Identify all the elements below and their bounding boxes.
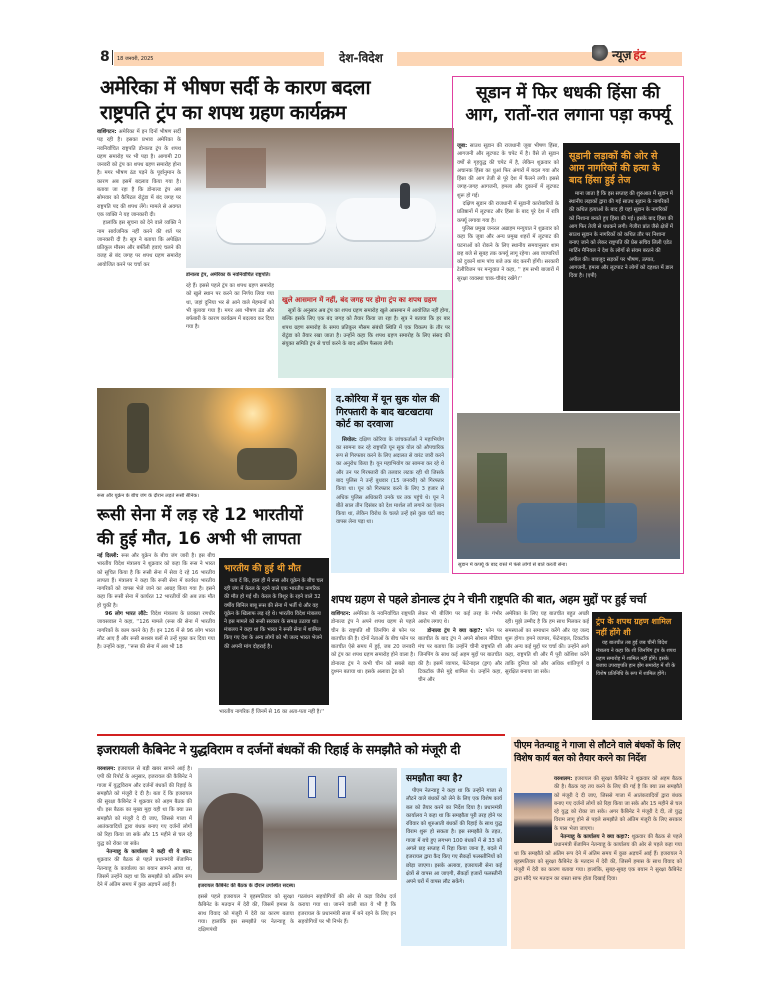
- sudan-headline: [456, 82, 680, 126]
- headline-line: राष्ट्रपति ट्रंप का शपथ ग्रहण कार्यक्रम: [100, 101, 346, 124]
- headline-line: सूडान में फिर धधकी हिंसा की: [476, 83, 660, 103]
- sidebar-title: ट्रंप के शपथ ग्रहण शामिल नहीं होंगे शी: [596, 617, 672, 637]
- sidebar-text: सूत्रों के अनुसार अब ट्रंप का शपथ ग्रहण समारोह खुले आसमान में आयोजित नहीं होगा, बल्कि इसके लिए एक बंद जगह को तैयार किया जा रहा है। सूत्र ने बताया कि हर बार शपथ ग्रहण समारोह के समय प्रतिकूल मौसम संबंधी स्थिति में एक विकल्प के तौर पर रोटुंडा को तैयार रखा जाता है। उन्होंने कहा कि शपथ ग्रहण समारोह के लिए संसद की संयुक्त समिति ट्रंप से चर्चा करने के बाद अंतिम फैसला लेगी।: [282, 308, 450, 348]
- israel-col3: गठबंधन सहयोगियों की ओर से कड़ा विरोध दर्ज कराया गया था। जानने वाली बात ये भी है कि इजरायल के प्रधानमंत्री सत्ता में बने रहने के लिए इन सहयोगियों पर भी निर्भर हैं।: [298, 894, 396, 925]
- dateline: वाशिंगटन:: [97, 129, 117, 135]
- section-title: देश-विदेश: [339, 51, 383, 65]
- israel-headline: इजरायली कैबिनेट ने युद्धविराम व दर्जनों बंधकों की रिहाई के समझौते को मंजूरी दी: [97, 743, 461, 758]
- cabinet-meeting-photo: [198, 768, 397, 880]
- dateline: वाशिंगटन:: [331, 611, 351, 617]
- sidebar-title: भारतीय की हुई थी मौत: [224, 564, 301, 574]
- sidebar-title: सूडानी लड़ाकों की ओर से आम नागरिकों की हत्या के बाद हिंसा हुई तेज: [569, 151, 660, 186]
- page-number: 8: [100, 49, 110, 65]
- dateline: सियोल:: [342, 436, 357, 443]
- winter-headline: [100, 75, 450, 125]
- paragraph: दक्षिण कोरिया के जांचकर्ताओं ने महाभियोग का सामना कर रहे राष्ट्रपति यून सुक योल को औपचारिक रूप से गिरफ्तार करने के लिए अदालत से वारंट जारी करने का अनुरोध किया है। यून महाभियोग का सामना कर रहे थे और उन पर गिरफ्तारी की तलवार लटक रही थी जिसके बाद पुलिस ने उन्हें बुधवार (15 जनवरी) को गिरफ्तार किया था। यून को गिरफ्तार करने के लिए 3 हजार से अधिक पुलिस अधिकारी उनके घर तक पहुंचे थे। यून ने बीते साल तीन दिसंबर को देश मार्शल लॉ लगाने का ऐलान किया था, लेकिन विरोध के चलते उन्हें इसे कुछ घंटों बाद वापस लेना पड़ा था।: [336, 436, 444, 526]
- masthead: [97, 48, 682, 66]
- paragraph: विदेश मंत्रालय के प्रवक्ता रणधीर जायसवाल ने कहा, ''126 मामले (रूस की सेना में भारतीय नागरिकों के काम करने के) हैं। इन 126 में से 96 लोग भारत लौट आए हैं और रूसी सशस्त्र बलों से उन्हें मुक्त कर दिया गया है। उन्होंने कहा, ''रूस की सेना में अब भी 18: [97, 611, 215, 651]
- paragraph: साउथ सूडान की राजधानी जूबा भीषण हिंसा, आगजनी और लूटपाट के चपेट में है। वैसे तो सूडान वर्षों से गृहयुद्ध की चपेट में है, लेकिन शुक्रवार को अचानक हिंसा का धुआं फिर अंगारों में बदल गया और हिंसा की आग तेजी से पूरे देश में फैलने लगी। इससे जगह-जगह आगजनी, हमला और दुकानों में लूटपाट शुरू हो गई।: [457, 143, 559, 199]
- dateline: जूबा:: [457, 143, 468, 149]
- paragraph: रूस और यूक्रेन के बीच जंग जारी है। इस बीच भारतीय विदेश मंत्रालय ने शुक्रवार को कहा कि रूस ने भारत को सूचित किया है कि रूसी सेना में सेवा दे रहे 16 भारतीय लापता हैं। मंत्रालय ने कहा कि रूसी सेना में कार्यरत भारतीय नागरिकों को वापस भेजे जाने का आग्रह किया गया है। इसने कहा कि रूसी सेना में कार्यरत 12 भारतीयों की अब तक मौत हो चुकी है।: [97, 553, 215, 609]
- paragraph: हालांकि इस सूचना को देने वाले व्यक्ति ने नाम सार्वजनिक नहीं करने की शर्त पर जानकारी दी है। सूत्र ने बताया कि अपेक्षित प्रतिकूल मौसम और बर्फीली हवाएं चलने की वजह से बंद जगह पर शपथ ग्रहण समारोह आयोजित करने पर चर्चा कर: [97, 220, 181, 268]
- sidebar-title: खुले आसमान में नहीं, बंद जगह पर होगा ट्रंप का शपथ ग्रहण: [282, 296, 437, 304]
- paragraph: इजरायल की सुरक्षा कैबिनेट ने शुक्रवार को अहम बैठक की है। बैठक यह तय करने के लिए की गई है कि क्या उस समझौते को मंजूरी दे दी जाए, जिससे गाजा में आतंकवादियों द्वारा बंधक बनाए गए दर्जनों लोगों को रिहा किया जा सके और 15 महीने से चल रहे युद्ध को रोका जा सके। अगर कैबिनेट ने मंजूरी दे दी, तो युद्ध विराम लागू होने से पहले समझौते को अंतिम मंजूरी के लिए सरकार के पास भेजा जाएगा।: [554, 776, 682, 832]
- issue-date: 18 जनवरी, 2025: [117, 56, 154, 62]
- sudan-sidebar-box: [563, 143, 680, 411]
- dateline: यरुशलम:: [97, 766, 116, 772]
- cabinet-photo-caption: इजरायल कैबिनेट की बैठक के दौरान उपस्थित सदस्य।: [198, 883, 296, 889]
- headline-line: अमेरिका में भीषण सर्दी के कारण बदला: [100, 76, 371, 99]
- winter-col2: रहे हैं। इससे पहले ट्रंप का शपथ ग्रहण समारोह को खुले स्थान पर करने का निर्णय लिया गया था, जहां दुनिया भर से आने वाले मेहमानों को भी बुलाया गया है। मगर अब भीषण ठंड और बर्फबारी के कारण कार्यक्रम में बदलाव कर दिया गया है।: [186, 283, 274, 331]
- winter-photo-caption: डोनाल्ड ट्रंप, अमेरिका के नवनिर्वाचित राष्ट्रपति।: [186, 272, 271, 278]
- netanyahu-body: [514, 775, 682, 945]
- subheading: नेतन्याहू के कार्यालय ने क्या कहा?:: [560, 834, 630, 841]
- date-band: [114, 52, 324, 66]
- paragraph: फोन पर बातचीत के बाद ट्रंप ने अपने सोशल मीडिया मंच पर बताया कि उन्होंने चीनी राष्ट्रपति शी जिनपिंग के साथ कई अहम मुद्दों पर बातचीत की है। इसमें व्यापार, फेंटेनाइल (ड्रग) और टिकटॉक जैसे मुद्दे शामिल थे। उन्होंने कहा, चीन और: [418, 627, 502, 684]
- korea-body: [336, 436, 444, 527]
- sidebar-text: बता दें कि, हाल ही में रूस और यूक्रेन के बीच चल रही जंग में केरल के रहने वाले एक भारतीय नागरिक की मौत हो गई थी। केरल के त्रिशूर के रहने वाले 32 वर्षीय बिनिल बाबू रूस की सेना में भर्ती थे और वह यूक्रेन के खिलाफ लड़ रहे थे। भारतीय विदेश मंत्रालय ने इस मामले को रूसी सरकार के समक्ष उठाया था। मंत्रालय ने कहा था कि भारत ने रूसी सेना में शामिल किए गए देश के अन्य लोगों को भी जल्द भारत भेजने की अपनी मांग दोहराई है।: [224, 578, 324, 650]
- paragraph: अमेरिका के नवनिर्वाचित राष्ट्रपति डोनाल्ड ट्रंप ने अपने शपथ ग्रहण से पहले चीन के राष्ट्रपति शी जिनपिंग से फोन पर बातचीत की है। दोनों नेताओं के बीच फोन पर बातचीत ऐसे समय में हुई, जब 20 जनवरी को ट्रंप का शपथ ग्रहण समारोह होने वाला है। डोनाल्ड ट्रंप ने कभी चीन को सबसे बड़ा दुश्मन बताया था। इसके अलावा ट्रेड को: [331, 611, 415, 676]
- sudan-street-photo: [457, 413, 680, 559]
- sudan-photo-caption: सूडान में कर्फ्यू के बाद रास्ते में फंसे लोगों से बातें करती सेना।: [458, 562, 568, 568]
- russia-headline: [97, 503, 329, 551]
- israel-col2: इससे पहले इजरायल ने बृहस्पतिवार को सुरक्षा कैबिनेट के मतदान में देरी की, जिसमें हमास के साथ विवाद को मंजूरी में देरी का कारण बताया गया। हालांकि इस समझौते पर नेतन्याहू के दक्षिणपंथी: [198, 894, 294, 934]
- brand-logo: [592, 42, 646, 66]
- winter-sidebar-box: [278, 290, 454, 378]
- korea-headline: द.कोरिया में यून सुक योल की गिरफ्तारी के बाद खटखटाया कोर्ट का दरवाजा: [336, 394, 440, 430]
- subheading: 96 लोग भारत लौटे:: [104, 611, 148, 618]
- paragraph: पुलिस प्रमुख जनरल अब्राहम मन्युयात ने शुक्रवार को कहा कि जूबा और अन्य प्रमुख शहरों में लूटपाट की घटनाओं को रोकने के लिए स्थानीय समयानुसार शाम छह बजे से सुबह तक कर्फ्यू लागू रहेगा। अब व्यापारियों को दुकानें शाम पांच बजे तक बंद करनी होंगी। सरकारी टेलीविजन पर मन्युयात ने कहा, '' हम सभी बाजारों में सुरक्षा व्यवस्था चाक-चौबंद रखेंगे।'': [457, 225, 559, 282]
- russia-body: [97, 552, 215, 742]
- paragraph: शुक्रवार की बैठक से पहले प्रधानमंत्री बेंजामिन नेतन्याहू के कार्यालय का बयान सामने आया था, जिसमें उन्होंने कहा था कि समझौते को अंतिम रूप देने में अंतिम समय में कुछ अड़चनें आई हैं।: [97, 857, 192, 889]
- china-col2: [418, 610, 502, 718]
- section-divider: [97, 734, 505, 736]
- paragraph: इजरायल से बड़ी खबर सामने आई है। एपी की रिपोर्ट के अनुसार, इजरायल की कैबिनेट ने गाजा में युद्धविराम और दर्जनों बंधकों की रिहाई के समझौते को मंजूरी दे दी है। बता दें कि इजरायल की सुरक्षा कैबिनेट ने शुक्रवार को अहम बैठक की थी। इस बैठक का मुख्य मुद्दा यही था कि क्या उस समझौते को मंजूरी दे दी जाए, जिससे गाजा में आतंकवादियों द्वारा बंधक बनाए गए दर्जनों लोगों को रिहा किया जा सके और 15 महीने से चल रहे युद्ध को रोका जा सके।: [97, 766, 192, 847]
- brand-name-part1: न्यूज़: [612, 47, 632, 62]
- dateline: नई दिल्ली:: [97, 553, 119, 559]
- paragraph: दक्षिण सूडान की राजधानी में सूडानी कारोबारियों के प्रतिष्ठानों में लूटपाट और हिंसा के बाद पूरे देश में रात्रि कर्फ्यू लगाया गया है।: [457, 201, 559, 224]
- netanyahu-headline: पीएम नेतन्याहू ने गाजा से लौटने वाले बंधकों के लिए विशेष कार्य बल को तैयार करने का निर्देश: [514, 740, 681, 764]
- headline-line: की हुई मौत, 16 अभी भी लापता: [97, 529, 301, 548]
- russia-photo-caption: रूस और यूक्रेन के बीच जंग के दौरान लड़ते रूसी सैनिक।: [97, 493, 200, 499]
- paragraph: शुक्रवार की बैठक से पहले प्रधानमंत्री बेंजामिन नेतन्याहू के कार्यालय की ओर से पहले कहा गया था कि समझौते को अंतिम रूप देने में अंतिम समय में कुछ अड़चनें आई हैं। इजरायल ने बृहस्पतिवार को सुरक्षा कैबिनेट के मतदान में देरी की, जिसमें हमास के साथ विवाद को मंजूरी में देरी का कारण बताया गया। हालांकि, सुबह-सुबह एक बयान ने सुरक्षा कैबिनेट द्वारा सौदे पर मतदान का रास्ता साफ होता दिखाई दिया।: [514, 834, 682, 882]
- sidebar-text: पीएम नेतन्याहू ने कहा था कि उन्होंने गाजा से लौटने वाले बंधकों को लेने के लिए एक विशेष कार्य बल को तैयार करने का निर्देश दिया है। प्रधानमंत्री कार्यालय ने कहा था कि समझौता पूरी तरह होने पर रविवार को शुरुआती बंधकों की रिहाई के साथ युद्ध विराम शुरू हो सकता है। इस समझौते के तहत, गाजा में बचे हुए लगभग 100 बंधकों में से 33 को अगले छह सप्ताह में रिहा किया जाना है, बदले में इजरायल द्वारा कैद किए गए सैकड़ों फलस्तीनियों को छोड़ा जाएगा। इसके अलावा, इजरायली सेना कई क्षेत्रों से वापस आ जाएगी, सैकड़ों हजारों फलस्तीनी अपने घरों में वापस लौट सकेंगे।: [406, 788, 502, 886]
- netanyahu-portrait: [514, 793, 552, 843]
- russia-sidebar-box: [219, 558, 329, 705]
- brand-name-part2: हंट: [633, 47, 646, 62]
- china-headline: शपथ ग्रहण से पहले डोनाल्ड ट्रंप ने चीनी राष्ट्रपति की बात, अहम मुद्दों पर हुई चर्चा: [331, 593, 646, 606]
- china-col3: अमेरिका के लिए यह बातचीत बहुत अच्छी रही। मुझे उम्मीद है कि हम साथ मिलकर कई समस्याओं का समाधान करेंगे और यह जल्द शुरू होगा। हमने व्यापार, फेंटेनाइल, टिकटॉक और अन्य कई मुद्दों पर चर्चा की। उन्होंने आगे कहा, राष्ट्रपति शी और मैं पूरी कोशिश करेंगे ताकि दुनिया को और अधिक शांतिपूर्ण व सुरक्षित बनाया जा सके।: [505, 611, 589, 676]
- divider: [112, 50, 113, 65]
- sidebar-text: यह बातचीत तब हुई जब चीनी विदेश मंत्रालय ने कहा कि शी जिनपिंग ट्रंप के शपथ ग्रहण समारोह में शामिल नहीं होंगे। इसके बजाय उपराष्ट्रपति हान झेंग समारोह में शी के विशेष प्रतिनिधि के रूप में शामिल होंगे।: [596, 640, 676, 678]
- dateline: यरुशलम:: [554, 776, 573, 782]
- russian-soldiers-photo: [97, 388, 326, 490]
- china-sidebar-box: [592, 612, 682, 720]
- eagle-icon: [592, 45, 610, 63]
- headline-line: आग, रातों-रात लगाना पड़ा कर्फ्यू: [465, 105, 671, 125]
- israel-sidebar-box: [401, 768, 507, 946]
- subheading: डोनाल्ड ट्रंप ने क्या कहा?:: [427, 627, 483, 634]
- snow-street-photo: [186, 128, 454, 268]
- sidebar-title: समझौता क्या है?: [406, 774, 463, 784]
- korea-article-box: [331, 388, 449, 573]
- headline-line: रूसी सेना में लड़ रहे 12 भारतीयों: [97, 505, 303, 524]
- winter-col1: [97, 128, 181, 390]
- sudan-body: [457, 142, 559, 402]
- paragraph: अमेरिका में इन दिनों भीषण सर्दी पड़ रही है। इसका प्रभाव अमेरिका के नवनिर्वाचित राष्ट्रपति डोनाल्ड ट्रंप के शपथ ग्रहण समारोह पर भी पड़ा है। आगामी 20 जनवरी को ट्रंप का शपथ ग्रहण समारोह होना है। मगर भीषण ठंड पड़ने के पूर्वानुमान के कारण अब इसमें बदलाव किया गया है। बताया जा रहा है कि डोनाल्ड ट्रंप अब सोमवार को कैपिटल रोटुंडा में बंद जगह पर राष्ट्रपति पद की शपथ लेंगे। मामले से अवगत एक व्यक्ति ने यह जानकारी दी।: [97, 129, 181, 218]
- russia-tail: भारतीय नागरिक हैं जिनमें से 16 का अता-पता नहीं है।'': [219, 709, 325, 715]
- sidebar-text: माना जाता है कि इस सप्ताह की शुरुआत में सूडान में स्थानीय लड़ाकों द्वारा की गई साउथ सूडान के नागरिकों की कथित हत्याओं के बाद ही यहां सूडान के नागरिकों को निशाना बनाते हुए हिंसा की गई। इसके बाद हिंसा की आग फिर तेजी से धधकने लगी। गेजीरा प्रांत जैसे क्षेत्रों में साउथ सूडान के नागरिकों को कथित तौर पर निशाना बनाए जाने को लेकर राष्ट्रपति की प्रेस सचिव लिली एडेउ मार्टिन मैनियल ने देश के लोगों से संयम बरतने की अपील की। बावजूद सड़कों पर भीषण, उत्पात, आगजनी, हमला और लूटपाट ने लोगों को दहशत में डाल दिया है। (एपी): [569, 191, 674, 280]
- china-col1: [331, 610, 415, 718]
- subheading: नेतन्याहू के कार्यालय ने कही थी ये बात:: [106, 848, 192, 855]
- israel-col1: [97, 765, 192, 983]
- paragraph: लेकर भी बीजिंग पर कई तरह के गंभीर आरोप लगाए थे।: [418, 611, 502, 626]
